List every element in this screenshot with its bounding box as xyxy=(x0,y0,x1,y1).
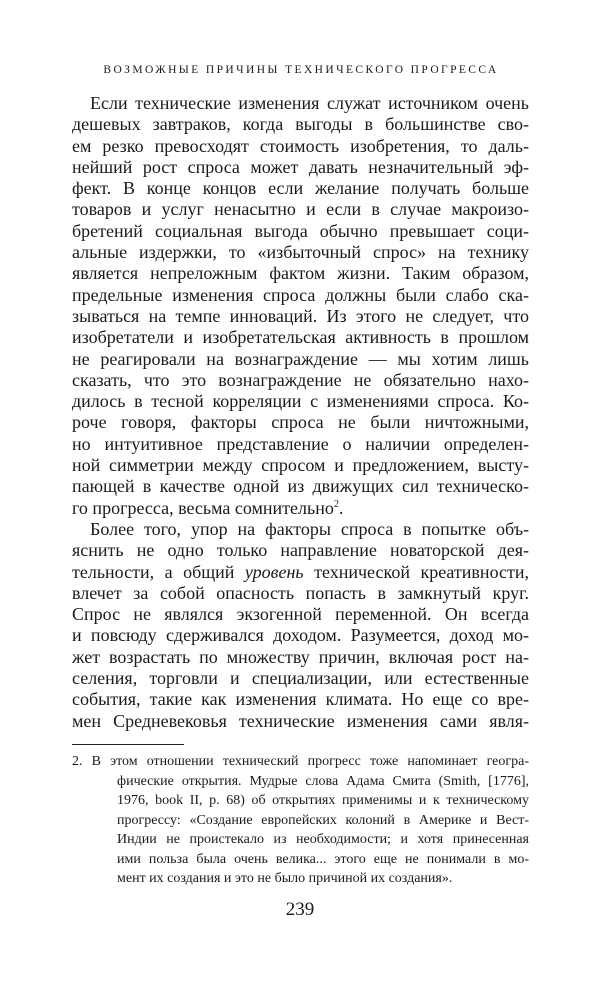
text-line: но интуитивное представление о наличии определен- xyxy=(72,433,529,454)
text-line: зываться на темпе инноваций. Из этого не следует, что xyxy=(72,305,529,326)
footnote-line: 2. В этом отношении технический прогресс тоже напоминает геогра- xyxy=(72,754,529,769)
footnote-line: фические открытия. Мудрые слова Адама Смита (Smith, [1776], xyxy=(117,773,529,789)
text-line: роче говоря, факторы спроса не были ничтожными, xyxy=(72,412,529,433)
text-line: фект. В конце концов если желание получать больше xyxy=(72,178,529,199)
emphasis: уровень xyxy=(244,561,304,582)
footnote-line: ими польза была очень велика... этого еще не понимали в мо- xyxy=(117,851,529,867)
text-line: Спрос не являлся экзогенной переменной. Он всегда xyxy=(72,604,529,625)
body-text xyxy=(72,93,529,732)
running-header: ВОЗМОЖНЫЕ ПРИЧИНЫ ТЕХНИЧЕСКОГО ПРОГРЕССА xyxy=(103,64,499,76)
text-line: не реагировали на вознаграждение — мы хотим лишь xyxy=(72,348,529,369)
footnote-line: мент их создания и это не было причиной их создания». xyxy=(117,871,453,886)
footnote-line: Индии не проистекало из необходимости; и хотя принесенная xyxy=(117,832,529,847)
text-line xyxy=(72,562,529,583)
text-line: бретений социальная выгода обычно превышает соци- xyxy=(72,220,529,241)
paragraph-2 xyxy=(72,519,529,732)
text-line: Более того, упор на факторы спроса в попытке объ- xyxy=(90,518,529,539)
text-line: Если технические изменения служат источником очень xyxy=(90,93,529,113)
text-line: селения, торговли и специализации, или естественные xyxy=(72,668,529,689)
text-line: и повсюду сдерживался доходом. Разумеется, доход мо- xyxy=(72,625,529,646)
text-line: нейший рост спроса может давать незначительный эф- xyxy=(72,156,529,177)
text-line: го прогресса, весьма сомнительно$^2$. xyxy=(72,497,344,518)
text-line: ной симметрии между спросом и предложением, высту- xyxy=(72,455,529,476)
text-line: изобретатели и изобретательская активность в прошлом xyxy=(72,327,529,348)
text-line: влечет за собой опасность попасть в замкнутый круг. xyxy=(72,582,529,603)
text-line: предельные изменения спроса должны были слабо ска- xyxy=(72,284,529,305)
text-line: дешевых завтраков, когда выгоды в большинстве сво- xyxy=(72,114,529,135)
text-line: сказать, что это вознаграждение не обязательно нахо- xyxy=(72,369,529,390)
text-segment: технической креативности, xyxy=(303,561,530,582)
text-segment: го прогресса, весьма сомнительно xyxy=(72,497,334,518)
page-number: 239 xyxy=(285,899,315,920)
text-segment: тельности, а общий xyxy=(72,561,245,582)
text-line: дилось в тесной корреляции с изменениями спроса. Ко- xyxy=(72,391,529,412)
footnote-ref[interactable]: 2 xyxy=(333,498,339,510)
footnote-line: 1976, book II, p. 68) об открытиях применимы и к техническому xyxy=(117,793,529,808)
text-line: события, такие как изменения климата. Но еще со вре- xyxy=(72,689,529,710)
footnote-line: прогрессу: «Создание европейских колоний в Америке и Вест- xyxy=(117,812,529,828)
text-line: альные издержки, то «избыточный спрос» на технику xyxy=(72,242,529,263)
footnote-divider xyxy=(72,744,184,745)
paragraph-1 xyxy=(72,93,529,519)
text-line: жет возрастать по множеству причин, включая рост на- xyxy=(72,646,529,667)
text-line: является непреложным фактом жизни. Таким образом, xyxy=(72,263,529,284)
text-line: пающей в качестве одной из движущих сил техническо- xyxy=(72,476,529,497)
footnote xyxy=(72,752,529,889)
text-line: яснить не одно только направление новаторской дея- xyxy=(72,540,529,561)
text-line: мен Средневековья технические изменения сами явля- xyxy=(72,710,529,731)
text-line: ем резко превосходят стоимость изобретения, то даль- xyxy=(72,135,529,156)
text-line: товаров и услуг ненасытно и если в случае макроизо- xyxy=(72,199,529,220)
